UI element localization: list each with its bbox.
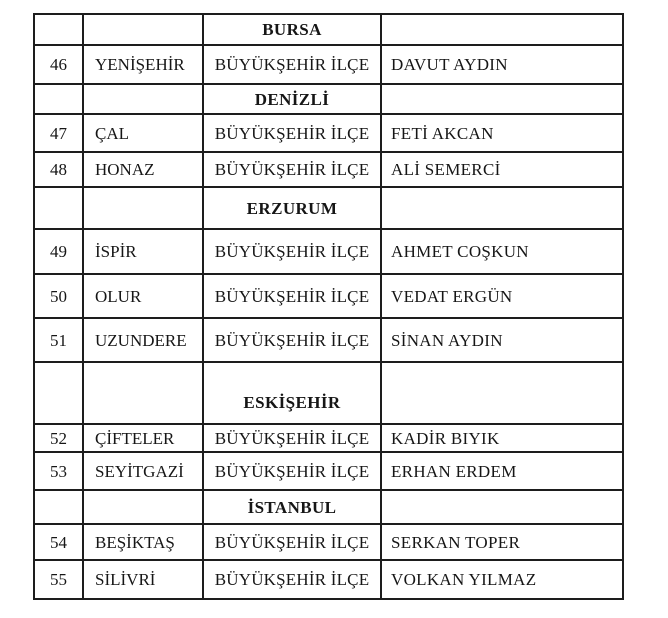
person-name-cell [381,490,623,524]
table-row [34,318,623,362]
person-name-cell [381,362,623,424]
table-row [34,524,623,560]
district-cell: SEYİTGAZİ [83,452,203,490]
person-name-cell [381,84,623,114]
person-name-cell: VOLKAN YILMAZ [381,560,623,599]
row-number-cell: 53 [34,452,83,490]
table-row [34,229,623,274]
municipality-type-cell: BÜYÜKŞEHİR İLÇE [203,318,381,362]
province-header-row [34,84,623,114]
table-row [34,114,623,152]
row-number-cell [34,490,83,524]
table-row [34,45,623,84]
district-cell: SİLİVRİ [83,560,203,599]
district-cell: YENİŞEHİR [83,45,203,84]
province-name-cell: BURSA [203,14,381,45]
municipality-type-cell: BÜYÜKŞEHİR İLÇE [203,524,381,560]
table-row [34,274,623,318]
row-number-cell: 54 [34,524,83,560]
municipality-type-cell: BÜYÜKŞEHİR İLÇE [203,229,381,274]
municipality-type-cell: BÜYÜKŞEHİR İLÇE [203,45,381,84]
district-cell [83,490,203,524]
municipality-type-cell: BÜYÜKŞEHİR İLÇE [203,560,381,599]
district-cell [83,187,203,229]
table-row [34,424,623,452]
table-body [34,14,623,599]
row-number-cell [34,187,83,229]
province-header-row [34,14,623,45]
district-cell: UZUNDERE [83,318,203,362]
person-name-cell: SİNAN AYDIN [381,318,623,362]
row-number-cell: 55 [34,560,83,599]
district-cell: İSPİR [83,229,203,274]
roster-table [33,13,624,600]
row-number-cell: 49 [34,229,83,274]
row-number-cell [34,84,83,114]
province-name-cell: ERZURUM [203,187,381,229]
district-cell [83,84,203,114]
municipality-type-cell: BÜYÜKŞEHİR İLÇE [203,274,381,318]
province-header-row [34,490,623,524]
district-cell [83,14,203,45]
district-cell: BEŞİKTAŞ [83,524,203,560]
province-header-row [34,187,623,229]
row-number-cell: 48 [34,152,83,187]
person-name-cell [381,187,623,229]
table-row [34,452,623,490]
district-cell: ÇAL [83,114,203,152]
province-header-row [34,362,623,424]
person-name-cell: AHMET COŞKUN [381,229,623,274]
province-name-cell: İSTANBUL [203,490,381,524]
province-name-cell: ESKİŞEHİR [203,362,381,424]
district-cell: OLUR [83,274,203,318]
person-name-cell: KADİR BIYIK [381,424,623,452]
table-row [34,560,623,599]
row-number-cell: 51 [34,318,83,362]
municipality-type-cell: BÜYÜKŞEHİR İLÇE [203,114,381,152]
district-cell [83,362,203,424]
row-number-cell: 50 [34,274,83,318]
province-name-cell: DENİZLİ [203,84,381,114]
row-number-cell [34,362,83,424]
municipality-type-cell: BÜYÜKŞEHİR İLÇE [203,424,381,452]
person-name-cell: ALİ SEMERCİ [381,152,623,187]
person-name-cell: SERKAN TOPER [381,524,623,560]
person-name-cell: FETİ AKCAN [381,114,623,152]
district-cell: ÇİFTELER [83,424,203,452]
row-number-cell: 52 [34,424,83,452]
row-number-cell: 47 [34,114,83,152]
row-number-cell [34,14,83,45]
person-name-cell: VEDAT ERGÜN [381,274,623,318]
municipality-type-cell: BÜYÜKŞEHİR İLÇE [203,152,381,187]
person-name-cell [381,14,623,45]
municipality-type-cell: BÜYÜKŞEHİR İLÇE [203,452,381,490]
district-cell: HONAZ [83,152,203,187]
person-name-cell: ERHAN ERDEM [381,452,623,490]
person-name-cell: DAVUT AYDIN [381,45,623,84]
row-number-cell: 46 [34,45,83,84]
table-row [34,152,623,187]
